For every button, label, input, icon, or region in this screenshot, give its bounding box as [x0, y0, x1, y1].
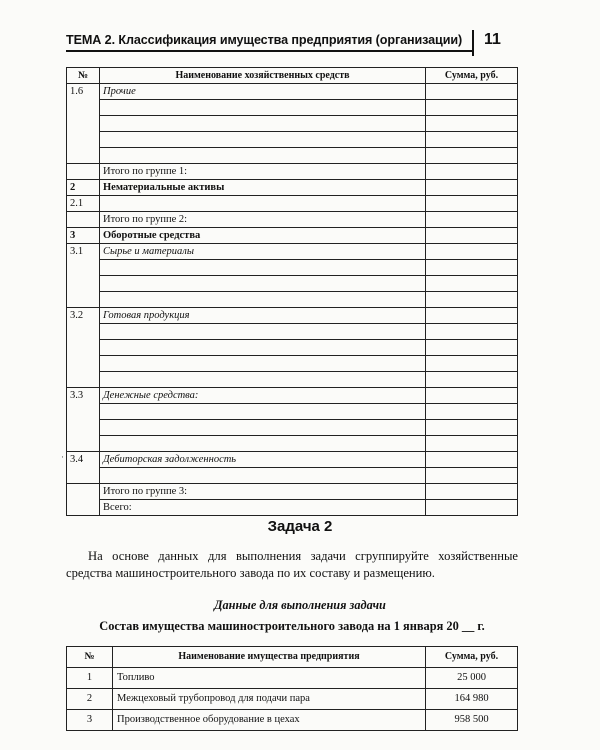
row-name: Дебиторская задолженность: [100, 452, 426, 468]
sum-cell[interactable]: [426, 84, 518, 100]
sum-cell[interactable]: [426, 116, 518, 132]
blank-entry-cell[interactable]: [100, 340, 426, 356]
sum-cell[interactable]: [426, 404, 518, 420]
table-row: [67, 340, 518, 356]
sum-cell[interactable]: [426, 100, 518, 116]
table-row: [67, 420, 518, 436]
total-row: [67, 500, 518, 516]
table-row: [67, 260, 518, 276]
subtotal-row: [67, 164, 518, 180]
property-data-table: [66, 646, 518, 731]
sum-cell[interactable]: [426, 308, 518, 324]
row-num: 3.4: [67, 452, 100, 468]
header-rule: [66, 50, 472, 52]
blank-entry-cell[interactable]: [100, 436, 426, 452]
table-row: [67, 84, 518, 100]
table-row: [67, 388, 518, 404]
table-row: [67, 356, 518, 372]
row-name: Готовая продукция: [100, 308, 426, 324]
blank-entry-cell[interactable]: [100, 196, 426, 212]
row-name: Топливо: [113, 668, 426, 689]
row-num: 2: [67, 180, 100, 196]
row-name: Производственное оборудование в цехах: [113, 710, 426, 731]
sum-cell[interactable]: [426, 388, 518, 404]
row-name: Прочие: [100, 84, 426, 100]
row-num: 3.2: [67, 308, 100, 324]
table-row: [67, 689, 518, 710]
sum-cell[interactable]: [426, 244, 518, 260]
row-name: Межцеховый трубопровод для подачи пара: [113, 689, 426, 710]
blank-entry-cell[interactable]: [100, 420, 426, 436]
row-name: Нематериальные активы: [100, 180, 426, 196]
table-row: [67, 132, 518, 148]
table-header-row: [67, 647, 518, 668]
sum-cell[interactable]: [426, 260, 518, 276]
sum-cell[interactable]: [426, 228, 518, 244]
blank-entry-cell[interactable]: [100, 132, 426, 148]
table-row: [67, 668, 518, 689]
margin-mark: ·: [61, 452, 64, 462]
table-row: [67, 372, 518, 388]
blank-entry-cell[interactable]: [100, 100, 426, 116]
sum-cell[interactable]: [426, 468, 518, 484]
page-number: 11: [484, 31, 501, 48]
sum-cell[interactable]: [426, 436, 518, 452]
row-num: 3.1: [67, 244, 100, 260]
table-row: [67, 710, 518, 731]
col-name-header: Наименование хозяйственных средств: [100, 68, 426, 84]
section-row: [67, 228, 518, 244]
sum-cell[interactable]: [426, 276, 518, 292]
subtotal-row: [67, 484, 518, 500]
row-name: Сырье и материалы: [100, 244, 426, 260]
sum-cell[interactable]: [426, 340, 518, 356]
table-row: [67, 196, 518, 212]
sum-cell[interactable]: [426, 196, 518, 212]
task-paragraph: На основе данных для выполнения задачи сгруппируйте хозяйственные средства машиностроительного завода по их составу и размещению.: [66, 549, 518, 580]
table-row: [67, 292, 518, 308]
task-title: Задача 2: [267, 518, 333, 535]
col-sum-header: Сумма, руб.: [426, 647, 518, 668]
sum-cell[interactable]: [426, 212, 518, 228]
sum-cell[interactable]: [426, 484, 518, 500]
blank-entry-cell[interactable]: [100, 148, 426, 164]
subtotal-label: Итого по группе 2:: [100, 212, 426, 228]
sum-cell[interactable]: [426, 452, 518, 468]
table-row: [67, 468, 518, 484]
blank-entry-cell[interactable]: [100, 292, 426, 308]
col-name-header: Наименование имущества предприятия: [113, 647, 426, 668]
row-name: Денежные средства:: [100, 388, 426, 404]
sum-cell[interactable]: [426, 164, 518, 180]
table-row: [67, 436, 518, 452]
row-num: 2.1: [67, 196, 100, 212]
sum-cell[interactable]: [426, 500, 518, 516]
header-separator: [472, 30, 474, 56]
sum-cell[interactable]: [426, 324, 518, 340]
blank-entry-cell[interactable]: [100, 468, 426, 484]
blank-entry-cell[interactable]: [100, 356, 426, 372]
table-row: [67, 276, 518, 292]
data-section-title: Данные для выполнения задачи: [214, 598, 386, 612]
sum-cell[interactable]: [426, 372, 518, 388]
table-row: [67, 100, 518, 116]
assets-form-table: [66, 67, 518, 516]
row-sum: 164 980: [426, 689, 518, 710]
row-num: 3: [67, 710, 113, 731]
table-row: [67, 244, 518, 260]
blank-entry-cell[interactable]: [100, 260, 426, 276]
header-title: ТЕМА 2. Классификация имущества предприятия (организации): [66, 33, 463, 47]
table-row: [67, 148, 518, 164]
sum-cell[interactable]: [426, 356, 518, 372]
col-sum-header: Сумма, руб.: [426, 68, 518, 84]
blank-entry-cell[interactable]: [100, 116, 426, 132]
col-num-header: №: [67, 68, 100, 84]
row-num: 2: [67, 689, 113, 710]
blank-entry-cell[interactable]: [100, 404, 426, 420]
sum-cell[interactable]: [426, 420, 518, 436]
row-num: 3.3: [67, 388, 100, 404]
table-row: [67, 116, 518, 132]
blank-entry-cell[interactable]: [100, 324, 426, 340]
sum-cell[interactable]: [426, 148, 518, 164]
row-num: 3: [67, 228, 100, 244]
blank-entry-cell[interactable]: [100, 276, 426, 292]
table-header-row: [67, 68, 518, 84]
blank-entry-cell[interactable]: [100, 372, 426, 388]
sum-cell[interactable]: [426, 132, 518, 148]
subtotal-label: Итого по группе 1:: [100, 164, 426, 180]
subtotal-label: Итого по группе 3:: [100, 484, 426, 500]
row-sum: 958 500: [426, 710, 518, 731]
total-label: Всего:: [100, 500, 426, 516]
row-sum: 25 000: [426, 668, 518, 689]
table-row: [67, 324, 518, 340]
row-name: Оборотные средства: [100, 228, 426, 244]
subtotal-row: [67, 212, 518, 228]
sum-cell[interactable]: [426, 180, 518, 196]
row-num: 1: [67, 668, 113, 689]
row-num: 1.6: [67, 84, 100, 100]
composition-title: Состав имущества машиностроительного завода на 1 января 20 __ г.: [99, 619, 485, 633]
col-num-header: №: [67, 647, 113, 668]
sum-cell[interactable]: [426, 292, 518, 308]
section-row: [67, 180, 518, 196]
table-row: [67, 308, 518, 324]
page-header: [66, 32, 516, 54]
table-row: [67, 404, 518, 420]
table-row: [67, 452, 518, 468]
